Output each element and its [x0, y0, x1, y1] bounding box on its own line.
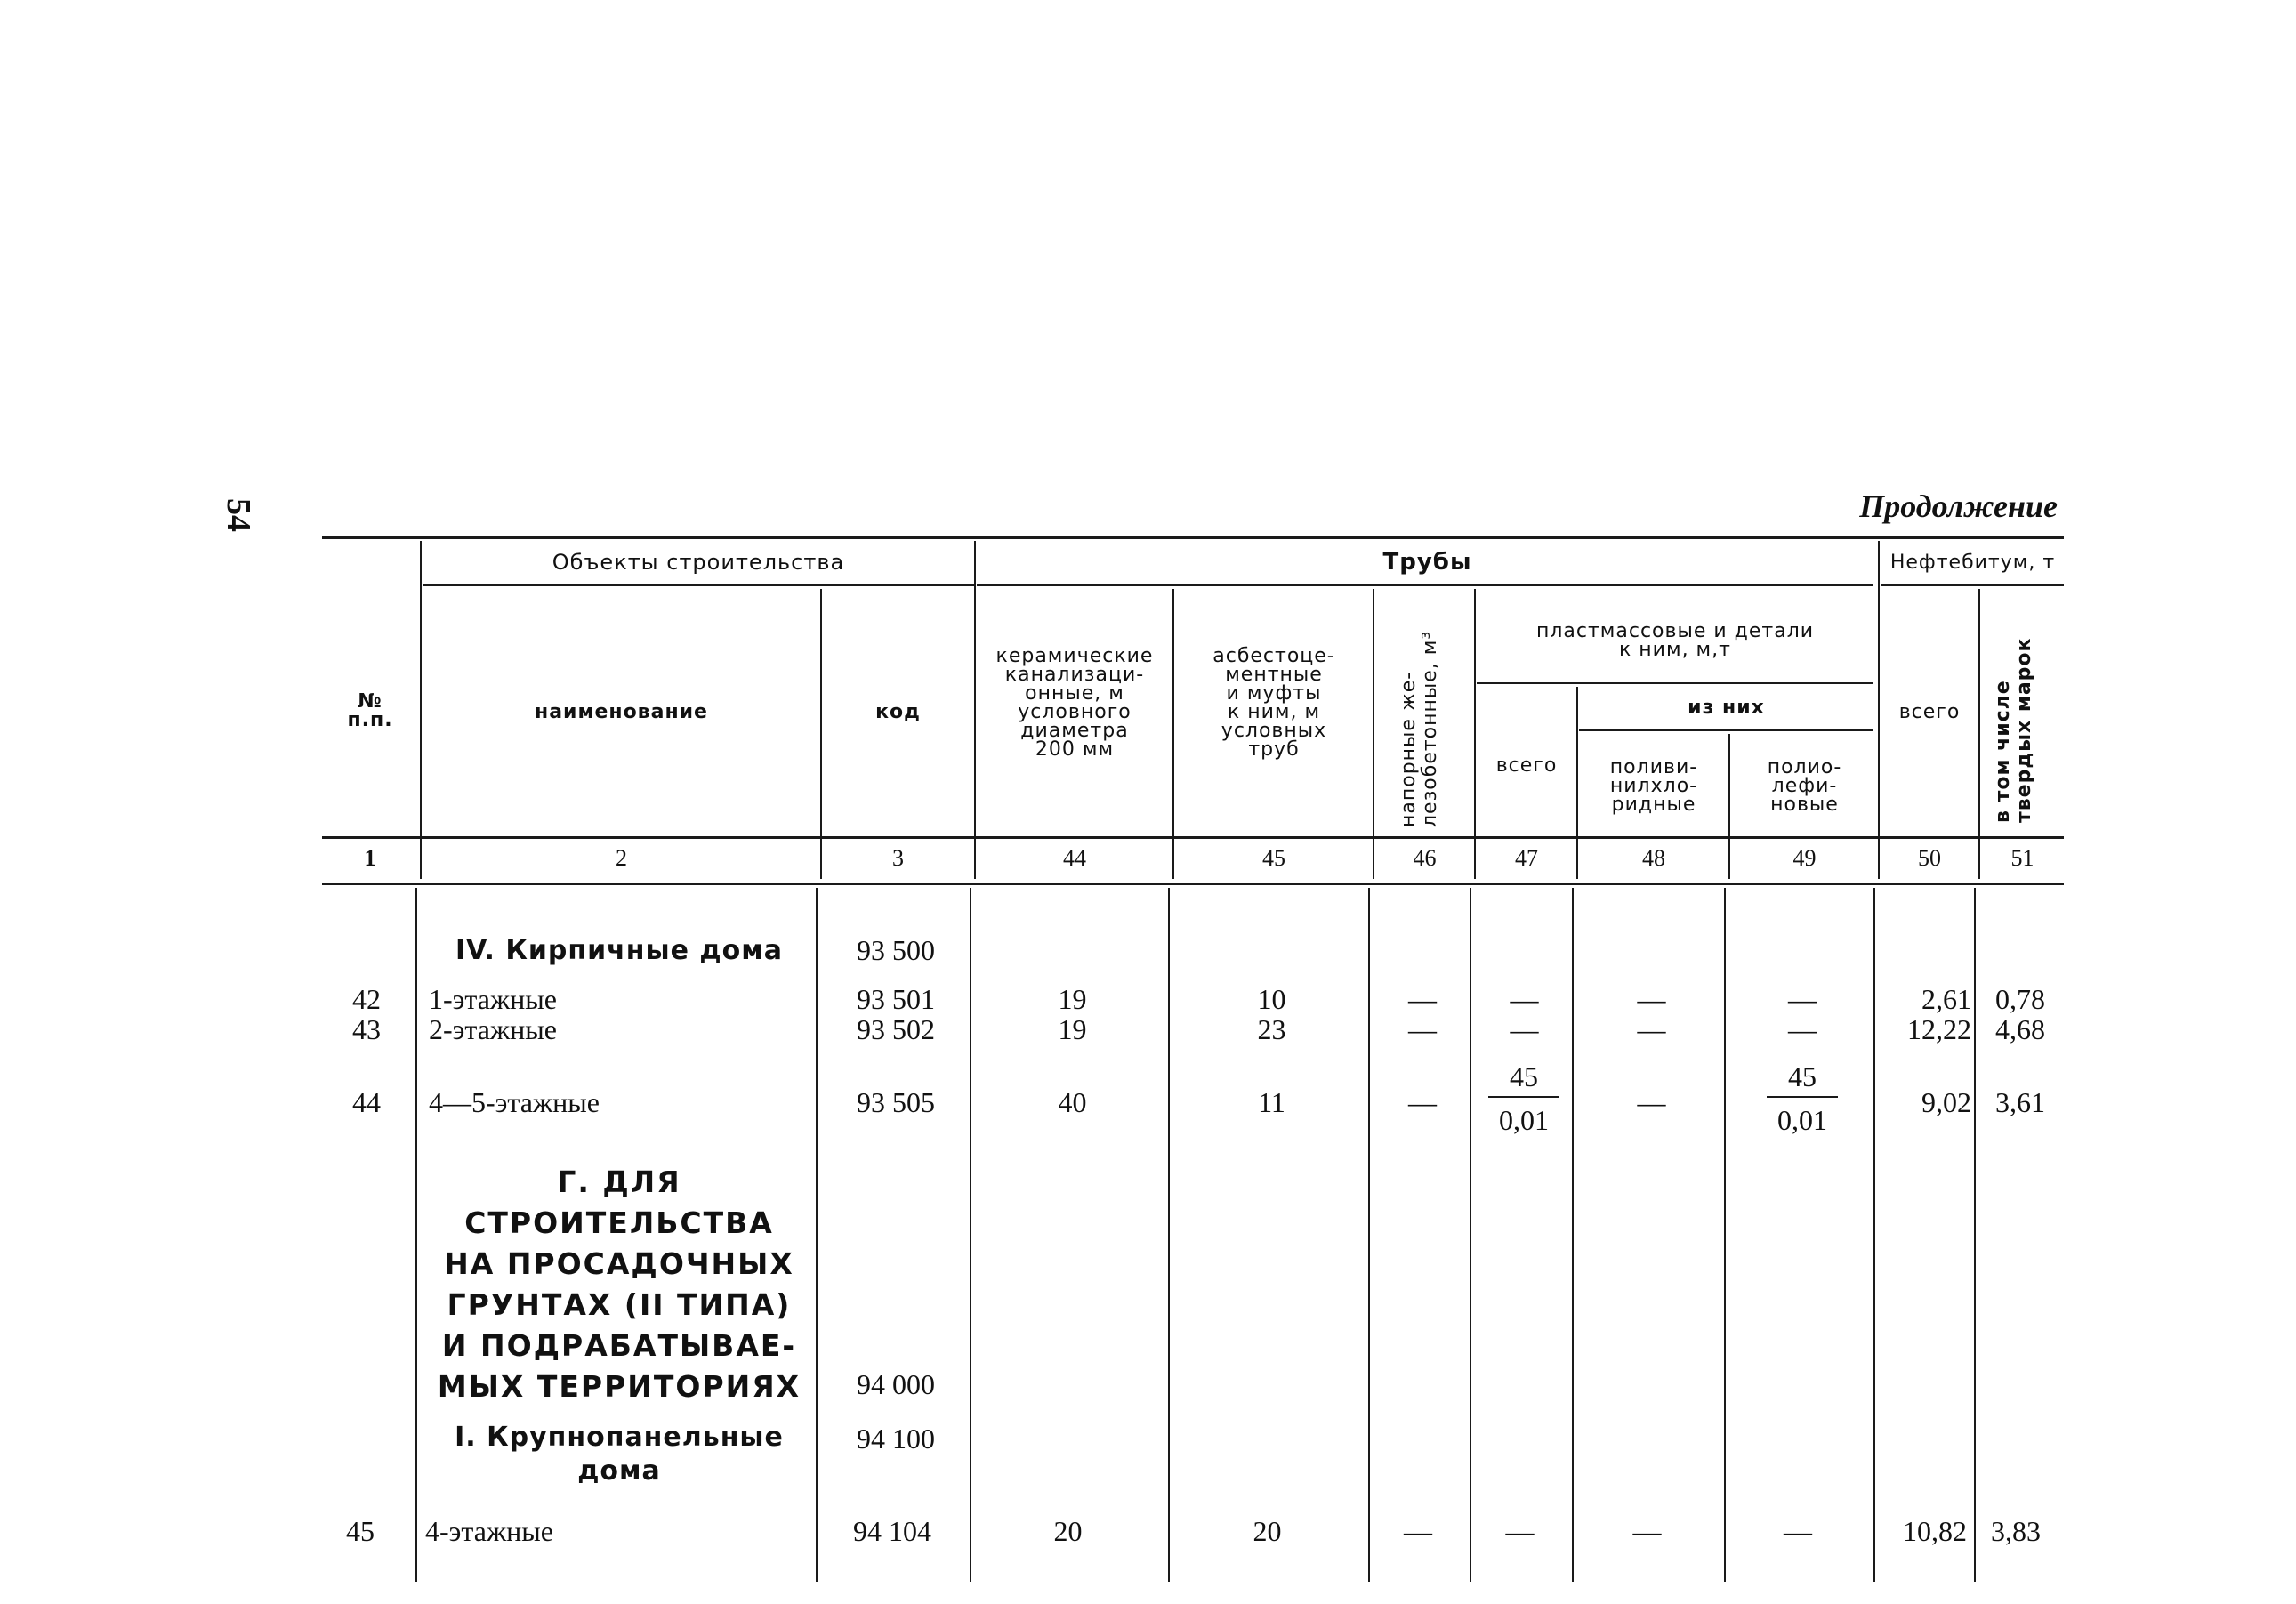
column-number: 50	[1918, 845, 1941, 871]
cell-polyolefin-fraction	[1767, 1057, 1838, 1137]
section-code: 93 500	[857, 934, 935, 966]
table-top-rule	[322, 536, 2064, 539]
column-divider	[1576, 687, 1578, 879]
cell-bitumen-total: 10,82	[1903, 1515, 1967, 1547]
row-code: 93 501	[857, 983, 935, 1015]
fraction-numerator: 45	[1767, 1057, 1838, 1098]
row-name: 4-этажные	[425, 1515, 553, 1547]
row-name: 4—5-этажные	[429, 1086, 600, 1118]
cell-ceramic: 19	[1058, 983, 1087, 1015]
cell-pvc: —	[1632, 1515, 1662, 1547]
header-group-objects: Объекты строительства	[552, 549, 845, 575]
header-group-bitumen: Нефтебитум, т	[1889, 551, 2056, 574]
column-divider	[1172, 589, 1174, 879]
column-divider	[1724, 888, 1726, 1582]
cell-bitumen-hard: 3,83	[1991, 1515, 2041, 1547]
column-number: 3	[892, 845, 904, 871]
header-pvc: поливи- нилхло- ридные	[1609, 755, 1698, 816]
cell-bitumen-hard: 4,68	[1995, 1013, 2045, 1045]
row-name: 1-этажные	[429, 983, 557, 1015]
column-divider	[415, 888, 417, 1582]
column-divider	[1978, 589, 1980, 879]
header-hard-grades: в том числе твердых марок	[1992, 637, 2035, 823]
column-divider	[1974, 888, 1976, 1582]
cell-ceramic: 19	[1058, 1013, 1087, 1045]
header-polyolefin: полио- лефи- новые	[1767, 755, 1842, 816]
header-ceramic: керамические канализаци- онные, м условного диаметра 200 мм	[995, 645, 1154, 761]
column-divider	[1878, 541, 1880, 879]
header-code: код	[875, 700, 921, 723]
row-number: 43	[352, 1013, 381, 1045]
column-divider	[1168, 888, 1170, 1582]
cell-pressure: —	[1408, 1013, 1437, 1045]
cell-asbestos: 23	[1257, 1013, 1286, 1045]
cell-plastic-total: —	[1510, 983, 1539, 1015]
header-pressure: напорные же- лезобетонные, м³	[1398, 630, 1441, 827]
cell-ceramic: 40	[1058, 1086, 1087, 1118]
fraction-numerator: 45	[1488, 1057, 1559, 1098]
cell-plastic-total-fraction	[1488, 1057, 1559, 1137]
column-divider	[974, 541, 976, 879]
column-number: 47	[1515, 845, 1538, 871]
cell-polyolefin: —	[1784, 1515, 1812, 1547]
header-bottom-rule	[322, 836, 2064, 839]
cell-pvc: —	[1637, 983, 1666, 1015]
row-number: 45	[346, 1515, 375, 1547]
cell-pvc: —	[1637, 1086, 1666, 1118]
fraction-denominator: 0,01	[1777, 1104, 1827, 1136]
page-number: 54	[220, 498, 257, 532]
cell-ceramic: 20	[1053, 1515, 1083, 1547]
group-underline-bitumen	[1881, 584, 2064, 586]
cell-plastic-total: —	[1510, 1013, 1539, 1045]
column-divider	[970, 888, 971, 1582]
row-number: 44	[352, 1086, 381, 1118]
row-code: 93 502	[857, 1013, 935, 1045]
group-underline-objects	[423, 584, 974, 586]
of-them-underline	[1579, 729, 1873, 731]
column-number: 45	[1262, 845, 1285, 871]
section-title-brick: IV. Кирпичные дома	[455, 935, 783, 966]
section-title-subsidence: Г. ДЛЯ СТРОИТЕЛЬСТВА НА ПРОСАДОЧНЫХ ГРУНТАХ (II ТИПА) И ПОДРАБАТЫВАЕ- МЫХ ТЕРРИТОРИЯХ	[437, 1165, 802, 1404]
cell-plastic-total: —	[1505, 1515, 1535, 1547]
cell-pressure: —	[1404, 1515, 1432, 1547]
row-number: 42	[352, 983, 381, 1015]
continuation-label: Продолжение	[1859, 488, 2058, 524]
column-divider	[1873, 888, 1875, 1582]
header-plastic: пластмассовые и детали к ним, м,т	[1535, 620, 1815, 661]
row-code: 93 505	[857, 1086, 935, 1118]
column-divider	[1373, 589, 1374, 879]
column-divider	[816, 888, 818, 1582]
cell-pressure: —	[1408, 1086, 1437, 1118]
column-divider	[1368, 888, 1370, 1582]
cell-bitumen-hard: 3,61	[1995, 1086, 2045, 1118]
header-group-pipes: Трубы	[1382, 548, 1472, 576]
cell-bitumen-hard: 0,78	[1995, 983, 2045, 1015]
section-code: 94 100	[857, 1423, 935, 1455]
column-divider	[1572, 888, 1574, 1582]
header-of-them: из них	[1688, 696, 1765, 719]
cell-polyolefin: —	[1788, 983, 1817, 1015]
cell-pvc: —	[1637, 1013, 1666, 1045]
column-numbers-rule	[322, 883, 2064, 885]
section-code: 94 000	[857, 1368, 935, 1400]
column-divider	[1474, 589, 1476, 879]
section-title-large-panel: I. Крупнопанельные дома	[455, 1422, 784, 1487]
column-number: 51	[2010, 845, 2034, 871]
cell-pressure: —	[1408, 983, 1437, 1015]
cell-polyolefin: —	[1788, 1013, 1817, 1045]
cell-asbestos: 10	[1257, 983, 1286, 1015]
column-number: 46	[1413, 845, 1437, 871]
cell-asbestos: 20	[1253, 1515, 1282, 1547]
header-name: наименование	[535, 700, 708, 723]
column-divider	[1470, 888, 1471, 1582]
cell-asbestos: 11	[1258, 1086, 1285, 1118]
header-total-47: всего	[1495, 754, 1558, 777]
cell-bitumen-total: 12,22	[1907, 1013, 1971, 1045]
row-name: 2-этажные	[429, 1013, 557, 1045]
column-number: 2	[616, 845, 627, 871]
column-divider	[1728, 734, 1730, 879]
column-divider	[420, 541, 422, 879]
plastic-underline	[1477, 682, 1873, 684]
row-code: 94 104	[853, 1515, 931, 1547]
cell-bitumen-total: 2,61	[1921, 983, 1971, 1015]
cell-bitumen-total: 9,02	[1921, 1086, 1971, 1118]
column-number: 48	[1642, 845, 1665, 871]
column-number: 44	[1063, 845, 1086, 871]
group-underline-pipes	[977, 584, 1873, 586]
header-col-number: № п.п.	[347, 690, 393, 731]
column-number: 49	[1792, 845, 1817, 871]
column-number: 1	[364, 845, 376, 871]
header-total-50: всего	[1898, 700, 1961, 723]
header-asbestos: асбестоце- ментные и муфты к ним, м условных труб	[1212, 645, 1335, 761]
fraction-denominator: 0,01	[1499, 1104, 1549, 1136]
